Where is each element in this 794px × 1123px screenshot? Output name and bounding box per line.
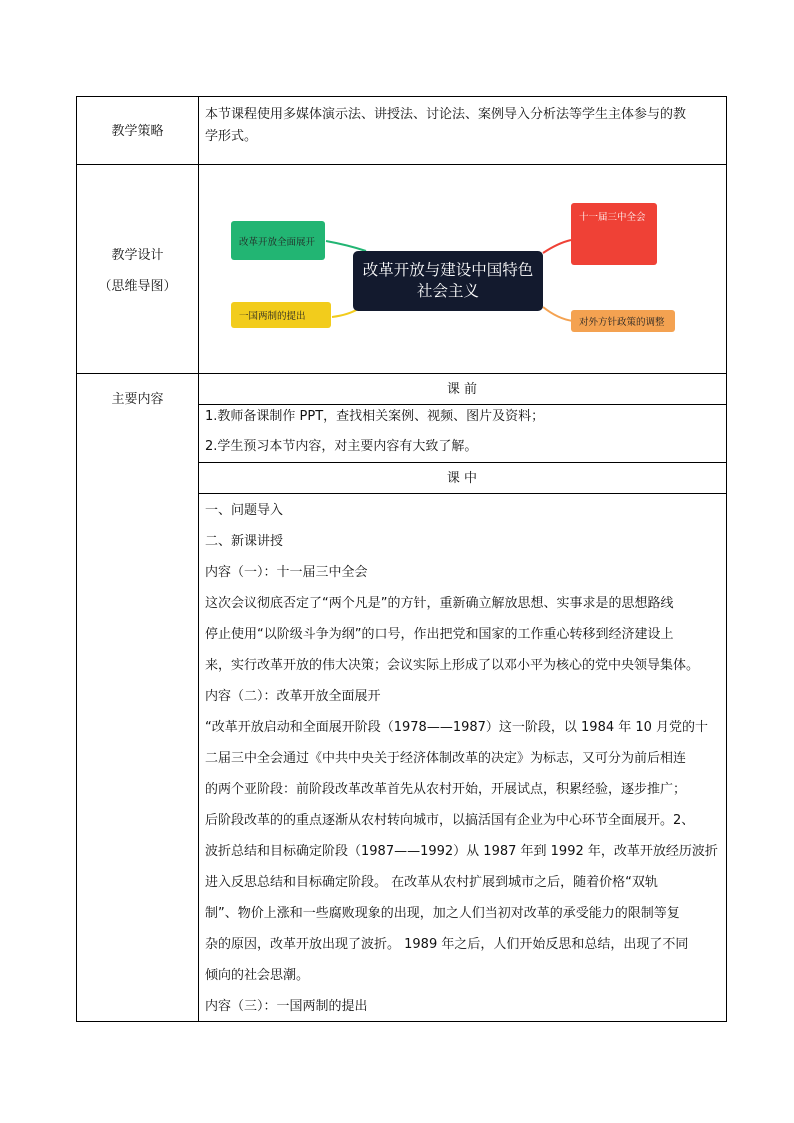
lesson-plan-table xyxy=(76,96,727,1022)
strategy-label: 教学策略 xyxy=(111,124,164,139)
pre-item: 1.教师备课制作 PPT，查找相关案例、视频、图片及资料； xyxy=(205,409,545,424)
content-line: 内容（二）：改革开放全面展开 xyxy=(205,689,381,704)
content-line: 一、问题导入 xyxy=(205,503,284,518)
node-third-plenum: 十一届三中全会 xyxy=(571,203,657,265)
pre-class-header: 课 前 xyxy=(446,382,478,397)
content-line: 这次会议彻底否定了“两个凡是”的方针，重新确立解放思想、实事求是的思想路线 xyxy=(205,596,674,611)
content-line: 后阶段改革的的重点逐渐从农村转向城市，以搞活国有企业为中心环节全面展开。2、 xyxy=(205,813,695,828)
connector-bottom-right xyxy=(543,307,573,321)
content-line: 内容（三）：一国两制的提出 xyxy=(205,999,368,1014)
in-class-header: 课 中 xyxy=(446,471,478,486)
content-line: 停止使用“以阶级斗争为纲”的口号，作出把党和国家的工作重心转移到经济建设上 xyxy=(205,627,674,642)
central-topic: 改革开放与建设中国特色社会主义 xyxy=(362,261,534,300)
strategy-text-line: 本节课程使用多媒体演示法、讲授法、讨论法、案例导入分析法等学生主体参与的教 xyxy=(205,107,687,122)
connector-top-left xyxy=(326,241,366,251)
node-foreign-policy: 对外方针政策的调整 xyxy=(571,310,675,332)
content-line: 倾向的社会思潮。 xyxy=(205,968,310,983)
connector-top-right xyxy=(543,240,571,253)
connector-bottom-left xyxy=(332,309,358,317)
content-line: 的两个亚阶段：前阶段改革改革首先从农村开始，开展试点，积累经验，逐步推广； xyxy=(205,782,687,797)
pre-item: 2.学生预习本节内容，对主要内容有大致了解。 xyxy=(205,439,478,454)
content-line: 波折总结和目标确定阶段（1987——1992）从 1987 年到 1992 年，改革开放经历波折 xyxy=(205,844,718,859)
mindmap xyxy=(198,165,726,373)
content-line: 进入反思总结和目标确定阶段。 在改革从农村扩展到城市之后，随着价格“双轨 xyxy=(205,875,658,890)
content-line: 二届三中全会通过《中共中央关于经济体制改革的决定》为标志，又可分为前后相连 xyxy=(205,751,687,766)
design-label: 教学设计 xyxy=(111,248,164,263)
mindmap-central-node xyxy=(353,251,543,311)
content-line: 内容（一）：十一届三中全会 xyxy=(205,565,368,580)
content-line: 杂的原因，改革开放出现了波折。 1989 年之后，人们开始反思和总结，出现了不同 xyxy=(205,937,689,952)
content-line: 制”、物价上涨和一些腐败现象的出现，加之人们当初对改革的承受能力的限制等复 xyxy=(205,906,680,921)
in-class-content xyxy=(205,495,723,1022)
node-one-country-two-systems: 一国两制的提出 xyxy=(231,302,331,328)
design-label-sub: （思维导图） xyxy=(98,279,177,294)
content-line: 二、新课讲授 xyxy=(205,534,284,549)
content-line: “改革开放启动和全面展开阶段（1978——1987）这一阶段，以 1984 年 10 月党的十 xyxy=(205,720,709,735)
node-reform-opening: 改革开放全面展开 xyxy=(231,221,325,260)
strategy-text-line: 学形式。 xyxy=(205,129,258,144)
content-line: 来，实行改革开放的伟大决策；会议实际上形成了以邓小平为核心的党中央领导集体。 xyxy=(205,658,700,673)
content-label: 主要内容 xyxy=(111,392,164,407)
